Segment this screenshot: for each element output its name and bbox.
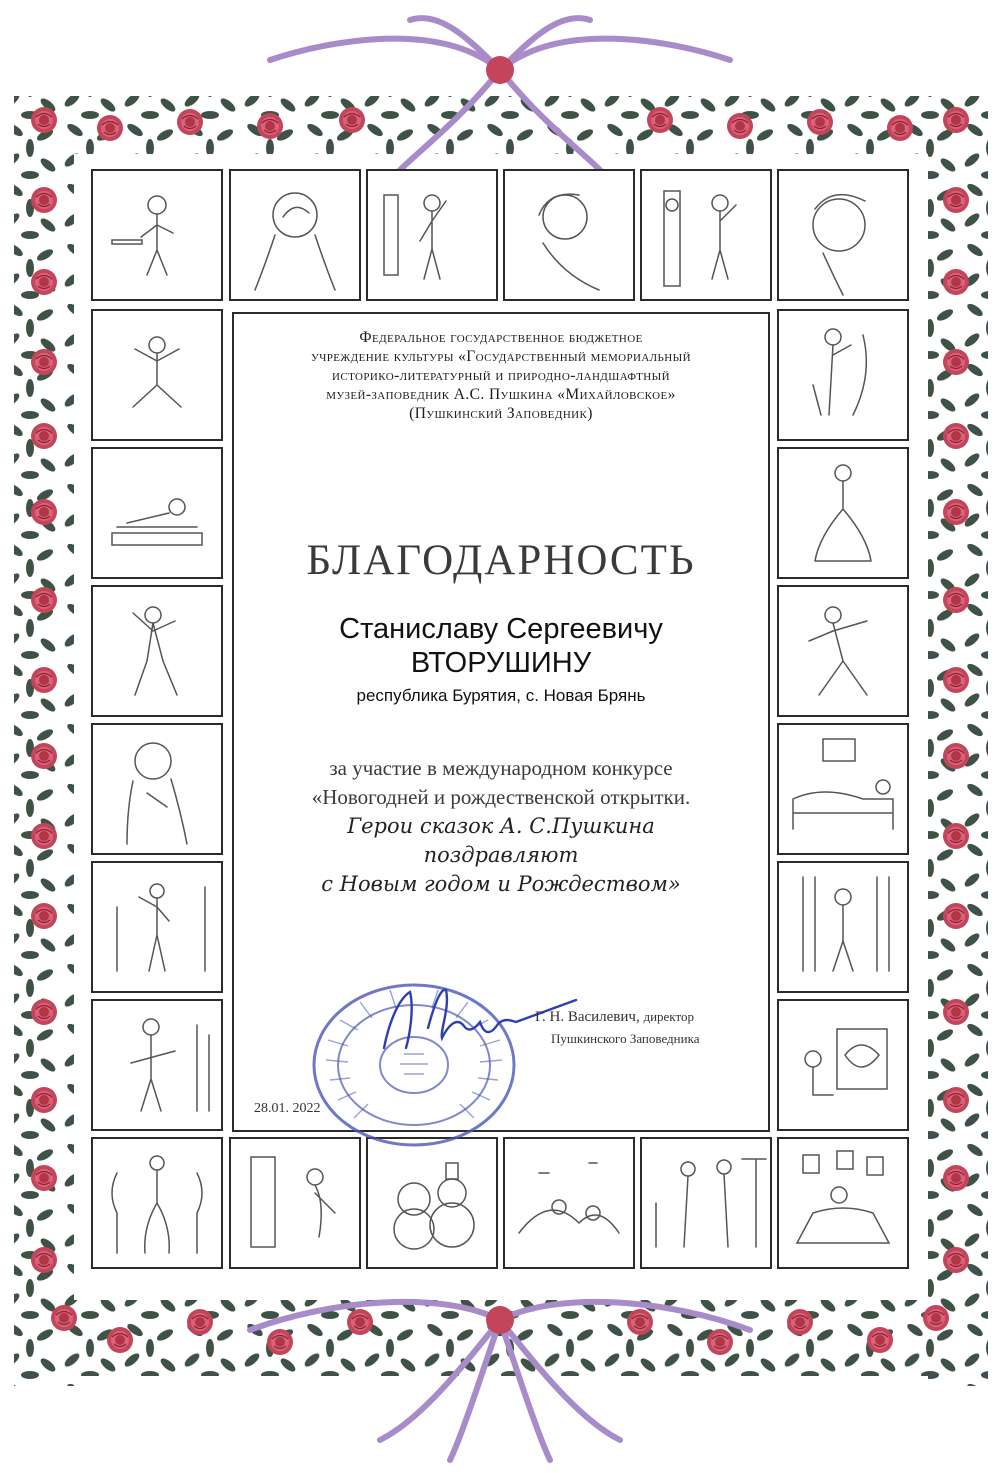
org-line: музей-заповедник А.С. Пушкина «Михайловское» [326,386,676,403]
org-line: Федеральное государственное бюджетное [359,329,643,346]
issue-date: 28.01. 2022 [254,1101,321,1116]
reason-line: «Новогодней и рождественской открытки. [311,785,691,809]
org-line: (Пушкинский Заповедник) [409,405,593,422]
org-line: историко-литературный и природно-ландшафтный [332,367,670,384]
recipient-surname: ВТОРУШИНУ [410,647,592,679]
org-line: учреждение культуры «Государственный мемориальный [311,348,691,365]
contest-theme [232,812,770,899]
recipient-block [232,612,770,708]
signatory-name [535,1009,694,1026]
signatory-role: директор [643,1009,694,1024]
theme-line: Герои сказок А. С.Пушкина [347,814,655,838]
recipient-region: республика Бурятия, с. Новая Брянь [356,686,646,705]
certificate-title: БЛАГОДАРНОСТЬ [306,537,696,584]
signatory-fullname: Г. Н. Василевич, [535,1009,640,1025]
theme-line: поздравляют [423,843,579,867]
recipient-name: Станиславу Сергеевичу [339,613,663,645]
award-reason [232,754,770,812]
organization-header [245,328,757,423]
theme-line: с Новым годом и Рождеством» [321,872,681,896]
signatory-org: Пушкинского Заповедника [551,1031,700,1046]
reason-line: за участие в международном конкурсе [329,756,673,780]
